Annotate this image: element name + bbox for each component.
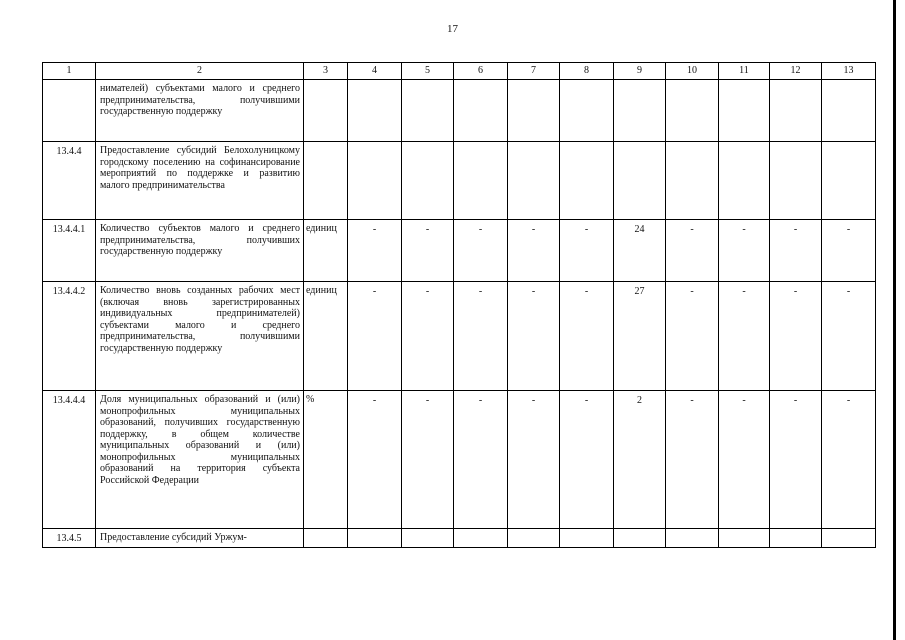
row-value [666, 529, 719, 548]
column-header: 7 [508, 63, 560, 80]
row-value [560, 80, 614, 142]
row-name: нимателей) субъектами малого и среднего предпринимательства, получившими государственную поддержку [96, 80, 304, 142]
row-value [454, 142, 508, 220]
row-value [770, 142, 822, 220]
row-value: - [822, 220, 876, 282]
row-code [43, 80, 96, 142]
row-unit [304, 142, 348, 220]
column-header: 1 [43, 63, 96, 80]
column-header: 8 [560, 63, 614, 80]
row-value: - [402, 391, 454, 529]
row-name: Предоставление субсидий Уржум- [96, 529, 304, 548]
row-code: 13.4.4.2 [43, 282, 96, 391]
row-value: - [560, 282, 614, 391]
table-row [43, 529, 876, 548]
row-value [822, 80, 876, 142]
row-value: - [560, 391, 614, 529]
row-code: 13.4.4 [43, 142, 96, 220]
row-code: 13.4.5 [43, 529, 96, 548]
row-value: - [666, 391, 719, 529]
row-value: - [560, 220, 614, 282]
row-value: - [770, 391, 822, 529]
row-unit: единиц [304, 282, 348, 391]
column-header: 13 [822, 63, 876, 80]
row-value [402, 529, 454, 548]
row-value [348, 142, 402, 220]
row-value [614, 80, 666, 142]
column-header: 11 [719, 63, 770, 80]
row-value: - [770, 282, 822, 391]
row-value: - [402, 282, 454, 391]
row-value [822, 142, 876, 220]
row-value: 24 [614, 220, 666, 282]
row-value [454, 529, 508, 548]
row-value [454, 80, 508, 142]
row-code: 13.4.4.4 [43, 391, 96, 529]
row-value [666, 80, 719, 142]
row-value [402, 80, 454, 142]
row-value [614, 142, 666, 220]
row-value: - [348, 391, 402, 529]
row-value: - [508, 220, 560, 282]
row-value [508, 529, 560, 548]
row-unit [304, 80, 348, 142]
page-edge-line [893, 0, 896, 640]
row-value [719, 80, 770, 142]
row-value [614, 529, 666, 548]
row-value: - [822, 391, 876, 529]
row-value [560, 142, 614, 220]
row-value: - [454, 220, 508, 282]
column-header: 6 [454, 63, 508, 80]
row-value [508, 142, 560, 220]
column-number-row [43, 63, 876, 80]
row-value [822, 529, 876, 548]
row-value: - [719, 220, 770, 282]
row-value: - [348, 220, 402, 282]
indicators-table [42, 62, 876, 548]
row-value: - [508, 391, 560, 529]
row-name: Предоставление субсидий Белохолуницкому городскому поселению на софинансирование мероприятий по поддержке и развитию малого предпринимательства [96, 142, 304, 220]
column-header: 12 [770, 63, 822, 80]
row-value: 27 [614, 282, 666, 391]
row-value: - [666, 282, 719, 391]
column-header: 3 [304, 63, 348, 80]
row-value [348, 529, 402, 548]
row-value [666, 142, 719, 220]
column-header: 2 [96, 63, 304, 80]
column-header: 5 [402, 63, 454, 80]
row-value [348, 80, 402, 142]
row-value: - [348, 282, 402, 391]
row-value: 2 [614, 391, 666, 529]
row-name: Доля муниципальных образований и (или) монопрофильных муниципальных образований, получивших государственную поддержку, в общем количестве муниципальных образований и (или) монопрофильных муниципальных образований на территория субъекта Российской Федерации [96, 391, 304, 529]
table-row [43, 220, 876, 282]
row-name: Количество субъектов малого и среднего предпринимательства, получивших государственную поддержку [96, 220, 304, 282]
table-row [43, 391, 876, 529]
row-value [402, 142, 454, 220]
column-header: 9 [614, 63, 666, 80]
row-value: - [454, 282, 508, 391]
row-value [508, 80, 560, 142]
row-value [719, 142, 770, 220]
row-value: - [719, 391, 770, 529]
row-value: - [770, 220, 822, 282]
row-value: - [822, 282, 876, 391]
row-unit: % [304, 391, 348, 529]
table-row [43, 80, 876, 142]
row-value: - [719, 282, 770, 391]
row-value [719, 529, 770, 548]
row-value [770, 80, 822, 142]
row-unit [304, 529, 348, 548]
table-row [43, 282, 876, 391]
row-code: 13.4.4.1 [43, 220, 96, 282]
row-value: - [508, 282, 560, 391]
column-header: 4 [348, 63, 402, 80]
row-value: - [666, 220, 719, 282]
row-value [770, 529, 822, 548]
table-row [43, 142, 876, 220]
row-unit: единиц [304, 220, 348, 282]
column-header: 10 [666, 63, 719, 80]
row-value: - [402, 220, 454, 282]
row-value: - [454, 391, 508, 529]
row-name: Количество вновь созданных рабочих мест (включая вновь зарегистрированных индивидуальных предпринимателей) субъектами малого и среднего предпринимательства, получившими государственную поддержку [96, 282, 304, 391]
page-number: 17 [447, 23, 458, 35]
row-value [560, 529, 614, 548]
